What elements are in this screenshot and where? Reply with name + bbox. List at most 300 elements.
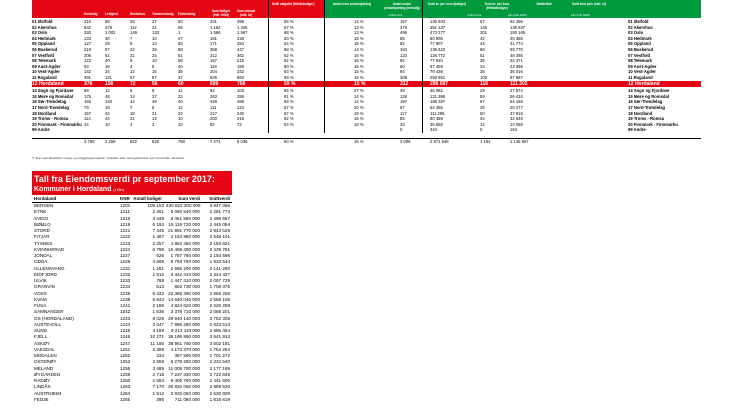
county-cell: 57 — [480, 19, 485, 24]
ev-municipality: MODALEN — [34, 353, 57, 358]
county-cell: 175 — [84, 93, 91, 99]
ev-municipality: ØYGARDEN — [34, 371, 61, 377]
ev-municipality: FUSA — [34, 303, 47, 308]
county-cell: 35 555 — [430, 121, 443, 127]
county-cell: 293 — [84, 30, 91, 36]
county-cell: 14 — [152, 116, 157, 122]
county-name-right: 08 Telemark — [628, 58, 652, 64]
ev-knr: 1256 — [120, 365, 131, 371]
ev-sum: 38 961 760 000 — [168, 340, 200, 346]
county-cell: 10 — [152, 35, 157, 41]
ev-municipality: OSTERØY — [34, 359, 57, 365]
county-cell: 219 — [84, 47, 91, 52]
county-cell: 158 — [237, 63, 244, 69]
ev-subtitle-band — [32, 186, 232, 195]
county-cell: 128 — [400, 93, 407, 99]
ev-header-snitt: Snittverdi — [209, 196, 230, 201]
ev-header-knr: KNR — [120, 196, 130, 201]
county-cell: 21 — [152, 24, 157, 30]
ev-municipality: AUSTRHEIM — [34, 390, 62, 396]
county-cell: 42 — [480, 35, 485, 41]
ev-knr: 1245 — [120, 328, 131, 333]
ev-sum: 36 195 950 000 — [168, 334, 200, 340]
ev-knr: 1231 — [120, 265, 131, 271]
county-cell: 48 — [105, 93, 110, 99]
county-cell: 466 — [237, 99, 244, 105]
county-cell: 55 % — [284, 88, 294, 94]
county-name-right: 05 Oppland — [628, 41, 651, 47]
county-cell: 254 — [237, 41, 244, 47]
county-cell: 54 % — [284, 121, 294, 127]
col-header: Sum kr. per kvm (fritidsboliger) — [484, 2, 510, 10]
county-cell: 6 — [152, 88, 155, 94]
county-cell: 15 % — [354, 41, 364, 47]
county-cell: 197 — [400, 99, 407, 105]
county-cell: 67 — [105, 47, 110, 52]
county-cell: 67 — [480, 99, 485, 105]
col-header: Leilighet — [105, 12, 119, 16]
divider — [324, 0, 325, 133]
county-cell: 77 920 — [430, 58, 443, 64]
county-cell: 18 — [130, 110, 135, 116]
county-name-right: 11 Rogaland — [628, 75, 653, 80]
county-cell: 29 — [152, 47, 157, 52]
county-cell: 16 % — [354, 52, 364, 58]
ev-knr: 1219 — [120, 221, 131, 227]
ev-municipality: BØMLO — [34, 221, 51, 227]
ev-antall: 1 467 — [152, 234, 164, 240]
county-name: 07 Vestfold — [32, 52, 55, 58]
county-cell: 217 — [210, 110, 217, 116]
county-cell: 60 % — [284, 63, 294, 69]
ev-row — [32, 397, 232, 403]
county-cell: 92 — [210, 88, 215, 94]
ev-antall: 626 — [156, 253, 164, 258]
county-cell: 60 — [178, 19, 183, 24]
county-cell: 44 — [130, 99, 135, 105]
col-header: Snitt kvm pris (mill. kr) — [571, 2, 607, 6]
county-cell: 447 — [237, 47, 244, 52]
county-cell: 133 — [152, 30, 159, 36]
county-name-right: 20 Finnmark - Finnmárku — [628, 121, 678, 127]
county-cell: 1 566 — [210, 30, 221, 36]
ev-municipality: MELAND — [34, 365, 54, 371]
county-cell: 215 — [84, 19, 91, 24]
county-cell: 750 — [178, 138, 185, 144]
county-cell: 14 % — [354, 93, 364, 99]
ev-antall: 3 489 — [152, 365, 164, 371]
county-name: 11 Rogaland — [32, 75, 57, 80]
ev-sum: 711 080 000 — [174, 396, 200, 402]
county-cell: 1 345 — [237, 24, 248, 30]
ev-antall: 2 261 — [152, 209, 164, 215]
ev-sum: 3 442 410 000 — [170, 271, 200, 277]
county-cell: 37 — [178, 75, 183, 80]
county-name: 04 Hedmark — [32, 35, 56, 41]
county-cell: 111 295 — [430, 110, 445, 116]
ev-antall: 1 636 — [152, 309, 164, 315]
county-cell: 123 — [84, 58, 91, 64]
county-cell: 38 — [480, 69, 485, 75]
county-cell: 123 — [237, 104, 244, 110]
county-cell: 12 — [130, 69, 135, 75]
county-cell: 51 — [480, 52, 485, 58]
county-cell: 626 — [210, 75, 217, 80]
ev-antall: 8 028 — [152, 315, 164, 321]
ev-subtitle — [34, 186, 124, 193]
county-cell: 218 — [237, 116, 244, 122]
ev-snitt: 2 623 513 — [209, 321, 230, 327]
county-cell: 22 396 — [510, 63, 523, 69]
ev-snitt: 2 088 201 — [209, 309, 230, 315]
county-cell: 138 937 — [510, 24, 526, 30]
county-cell: 18 — [105, 104, 110, 110]
county-cell: 351 137 — [430, 24, 446, 30]
county-name-right: 07 Vestfold — [628, 52, 651, 58]
county-name: 09 Aust-Agder — [32, 63, 61, 69]
county-row-total — [32, 138, 701, 146]
ev-snitt: 2 220 258 — [209, 303, 230, 308]
county-cell: 362 — [237, 52, 244, 58]
county-cell: 126 772 — [430, 52, 446, 58]
ev-snitt: 2 496 857 — [209, 215, 230, 221]
county-cell: 263 — [210, 93, 217, 99]
ev-antall: 1 251 — [152, 265, 164, 271]
county-cell: 44 — [84, 121, 89, 127]
county-cell: 12 — [178, 104, 183, 110]
county-cell: 59 — [480, 93, 485, 99]
ev-sum: 7 237 330 000 — [170, 371, 200, 377]
county-cell: 171 — [210, 41, 217, 47]
county-cell: 61 % — [284, 93, 294, 99]
county-name: 16 Sør-Trøndelag — [32, 99, 67, 105]
ev-snitt: 2 261 773 — [209, 209, 230, 215]
county-cell: 312 — [400, 80, 409, 87]
ev-snitt: 1 933 544 — [209, 259, 230, 265]
county-cell: 117 — [400, 110, 407, 116]
ev-antall: 3 559 — [152, 359, 164, 365]
county-cell: 6 — [130, 88, 133, 94]
county-cell: 14 % — [354, 99, 364, 105]
ev-knr: 1259 — [120, 371, 131, 377]
county-cell: 149 — [130, 30, 137, 36]
county-cell: 54 396 — [510, 19, 523, 24]
county-cell: 331 — [210, 19, 217, 24]
county-cell: 67 — [400, 104, 405, 110]
ev-title: Tall fra Eiendomsverdi pr september 2017: — [34, 174, 215, 184]
county-name-right: 16 Sør-Trøndelag — [628, 99, 663, 105]
ev-municipality: JONDAL — [34, 253, 53, 258]
county-cell: 16 % — [354, 58, 364, 64]
county-cell: 16 — [152, 69, 157, 75]
county-name: 12 Hordaland — [32, 80, 64, 87]
county-cell: 13 069 — [510, 121, 523, 127]
county-cell: 38 — [178, 69, 183, 75]
county-cell: 10 — [178, 121, 183, 127]
ev-municipality: FJELL — [34, 334, 48, 340]
ev-sum: 4 173 370 000 — [170, 346, 200, 352]
ev-municipality: OS (HORDALAND) — [34, 315, 74, 321]
ev-antall: 11 155 — [150, 340, 164, 346]
county-cell: 44 — [480, 41, 485, 47]
county-cell: 57 459 — [430, 63, 443, 69]
county-cell: 112 — [130, 24, 137, 30]
county-cell: 133 — [400, 52, 407, 58]
county-cell: 8 036 — [237, 138, 248, 144]
county-cell: 64 156 — [510, 99, 523, 105]
county-name-right: 18 Nordland — [628, 110, 653, 116]
county-cell: 2 — [152, 121, 155, 127]
ev-snitt: 1 754 254 — [209, 346, 230, 352]
county-cell: 61 — [105, 52, 110, 58]
county-cell: 80 906 — [430, 35, 443, 41]
ev-knr: 1223 — [120, 240, 131, 246]
county-cell: 206 — [84, 52, 91, 58]
county-cell: 127 — [84, 41, 91, 47]
ev-municipality: SAMNANGER — [34, 309, 64, 315]
county-cell: 48 — [152, 99, 157, 105]
col-header: Nøkkeltall — [536, 2, 552, 6]
ev-antall: 2 257 — [152, 240, 164, 246]
county-cell: 133 — [84, 35, 91, 41]
ev-knr: 1246 — [120, 334, 131, 340]
ev-knr: 1201 — [120, 203, 131, 208]
county-cell: 121 — [105, 75, 112, 80]
county-cell: 26 — [130, 19, 135, 24]
county-name: 01 Østfold — [32, 19, 53, 24]
county-cell: 59 770 — [510, 47, 523, 52]
county-cell: 46 082 — [430, 88, 443, 94]
ev-municipality: VAKSDAL — [34, 346, 55, 352]
county-cell: 56 — [178, 24, 183, 30]
county-cell: 193 — [84, 99, 91, 105]
county-cell: 14 — [480, 121, 485, 127]
county-cell: 1 162 — [210, 24, 221, 30]
county-cell: 158 — [105, 80, 114, 87]
county-cell: 0 — [400, 127, 403, 133]
county-cell: 50 — [480, 110, 485, 116]
col-header: Snitt kr. per kvm (boliger) — [427, 2, 467, 6]
county-cell: 27 574 — [510, 88, 523, 94]
county-cell: 16 % — [354, 121, 364, 127]
col-header: Fritidsbolig — [178, 12, 196, 16]
county-name: 20 Finnmark - Finnmárku — [32, 121, 82, 127]
county-cell: 142 — [84, 69, 91, 75]
ev-knr: 1216 — [120, 215, 131, 221]
ev-antall: 1 512 — [152, 390, 164, 396]
county-cell: 64 356 — [430, 104, 443, 110]
county-cell: 32 648 — [510, 116, 523, 122]
ev-table-header — [32, 196, 232, 203]
county-cell: 68 — [84, 88, 89, 94]
ev-snitt: 2 722 846 — [209, 371, 230, 377]
county-cell: 2 871 848 — [430, 138, 449, 144]
ev-snitt: 2 183 821 — [209, 240, 230, 246]
county-cell: 10 — [105, 121, 110, 127]
county-cell: 181 — [210, 35, 217, 41]
ev-snitt: 2 193 595 — [209, 253, 230, 258]
ev-antall: 513 — [156, 284, 164, 290]
county-cell: 21 — [130, 52, 135, 58]
county-name: 06 Buskerud — [32, 47, 58, 52]
county-name-right: 02 Akershus — [628, 24, 653, 30]
ev-municipality: STORD — [34, 228, 50, 233]
county-cell: 33 — [400, 121, 405, 127]
ev-antall: 10 271 — [149, 334, 164, 340]
county-cell: 30 — [105, 35, 110, 41]
county-cell: 157 — [84, 110, 91, 116]
county-cell: 40 365 — [510, 35, 523, 41]
ev-municipality: ULVIK — [34, 278, 47, 283]
county-cell: 23 — [178, 93, 183, 99]
county-cell: 34 371 — [510, 58, 523, 64]
ev-knr: 1221 — [120, 228, 131, 233]
ev-municipality: EIDFJORD — [34, 271, 57, 277]
county-cell: 29 — [480, 88, 485, 94]
county-cell: 391 — [84, 75, 91, 80]
ev-antall: 5 844 — [152, 296, 164, 302]
county-cell: 215 — [237, 58, 244, 64]
ev-snitt: 2 985 454 — [209, 328, 230, 333]
county-name-right: 99 Andre — [628, 127, 646, 133]
ev-sum: 1 787 780 000 — [170, 253, 200, 258]
county-cell: 57 — [152, 75, 157, 80]
ev-sum: 29 940 140 000 — [168, 315, 200, 321]
ev-municipality: FEDJE — [34, 396, 49, 402]
county-cell: 7 — [130, 35, 133, 41]
county-cell: 14 — [130, 93, 135, 99]
county-cell: 16 — [105, 63, 110, 69]
footnote: *) Ikke med: Eiketilbud, utsalg- og utbyggingsprosjekter, hytteflere eller nærmgskrivinker som imreholder: lianeterer — [32, 156, 185, 160]
ev-municipality: RADØY — [34, 378, 51, 383]
county-cell: 9 — [130, 58, 133, 64]
col-header: Sum omsatt (mill. kr) — [236, 9, 256, 17]
ev-knr: 1244 — [120, 321, 131, 327]
county-cell: 11 — [178, 88, 183, 94]
county-cell: 121 368 — [430, 93, 446, 99]
ev-knr: 1242 — [120, 309, 131, 315]
county-cell: 15 % — [354, 63, 364, 69]
county-cell: 41 774 — [510, 41, 523, 47]
county-cell: 63 % — [284, 69, 294, 75]
ev-snitt: 2 548 101 — [209, 234, 230, 240]
county-cell: 62 — [210, 121, 215, 127]
county-cell: 136 623 — [430, 47, 446, 52]
county-cell: 298 087 — [430, 80, 449, 87]
county-cell: 157 — [400, 19, 407, 24]
ev-municipality: ASKØY — [34, 340, 50, 346]
ev-antall: 396 — [156, 396, 164, 402]
county-cell: 140 — [105, 99, 112, 105]
county-cell: 130 933 — [430, 19, 446, 24]
ev-snitt: 3 947 356 — [209, 203, 230, 208]
county-cell: 699 — [210, 80, 219, 87]
ev-municipality: LINDÅS — [34, 384, 51, 390]
county-cell: 3 760 — [84, 138, 95, 144]
ev-sum: 22 365 390 000 — [168, 290, 200, 296]
county-cell: 84 — [400, 69, 405, 75]
ev-snitt: 2 439 761 — [209, 246, 230, 252]
county-cell: 29 — [105, 41, 110, 47]
county-cell: 56 — [152, 80, 158, 87]
county-name: 14 Sogn og Fjordane — [32, 88, 74, 94]
col-subheader: Lån (mill. NOK) — [571, 13, 591, 17]
ev-knr: 1253 — [120, 359, 131, 365]
ev-snitt: 3 753 308 — [209, 315, 230, 321]
county-cell: 278 — [105, 24, 112, 30]
county-cell: 42 — [105, 110, 110, 116]
county-cell: 204 — [210, 69, 217, 75]
county-cell: 164 — [510, 127, 517, 133]
county-cell: 629 — [152, 138, 159, 144]
county-row-highlight — [32, 81, 701, 88]
county-cell: 13 % — [354, 24, 364, 30]
county-cell: 26 — [480, 104, 485, 110]
county-name: 17 Nord-Trøndelag — [32, 104, 69, 110]
ev-knr: 1263 — [120, 384, 131, 390]
county-cell: 21 — [152, 110, 157, 116]
ev-knr: 1238 — [120, 296, 131, 302]
county-cell: 5 — [152, 63, 155, 69]
county-cell: 80 489 — [430, 116, 443, 122]
county-cell: 40 — [178, 63, 183, 69]
county-cell: 27 % — [354, 88, 364, 94]
county-cell: 64 % — [284, 41, 294, 47]
county-name-right: 09 Aust-Agder — [628, 63, 657, 69]
county-cell: 72 — [237, 121, 242, 127]
ev-snitt: 2 858 520 — [209, 384, 230, 390]
ev-municipality: ODDA — [34, 259, 48, 265]
county-cell: 163 — [400, 47, 407, 52]
county-cell: 51 — [178, 52, 183, 58]
county-cell: 22 — [178, 110, 183, 116]
county-cell: 36 016 — [510, 69, 523, 75]
county-cell: 59 % — [284, 80, 296, 87]
county-cell: 44 — [105, 116, 110, 122]
county-cell: 58 — [178, 58, 183, 64]
ev-sum: 1 447 410 000 — [170, 278, 200, 283]
county-cell: 19 % — [354, 110, 364, 116]
county-cell: 47 — [178, 35, 183, 41]
ev-antall: 2 186 — [152, 303, 164, 308]
ev-sum: 430 822 300 000 — [166, 203, 201, 208]
ev-snitt: 3 177 188 — [209, 365, 230, 371]
county-cell: 378 — [84, 80, 93, 87]
ev-sum: 2 655 200 000 — [170, 265, 200, 271]
county-cell: 286 — [237, 93, 244, 99]
county-cell: 88 — [178, 47, 183, 52]
county-cell: 444 — [430, 127, 437, 133]
county-name: 08 Telemark — [32, 58, 56, 64]
ev-sum: 4 852 450 000 — [170, 240, 200, 246]
ev-snitt: 2 630 809 — [209, 390, 230, 396]
ev-sum: 4 824 620 000 — [170, 303, 200, 308]
county-name-right: 12 Hordaland — [628, 80, 660, 87]
ev-antall: 769 — [156, 278, 164, 283]
county-name: 02 Akershus — [32, 24, 57, 30]
county-cell: 8 — [152, 104, 155, 110]
county-cell: 68 % — [284, 30, 294, 36]
county-cell: 496 — [400, 30, 407, 36]
county-name-right: 19 Troms - Romsa — [628, 116, 665, 122]
county-cell: 114 — [84, 116, 91, 122]
county-cell: 1 145 967 — [510, 138, 529, 144]
county-cell: 63 % — [284, 35, 294, 41]
county-cell: 58 % — [284, 99, 294, 105]
ev-snitt: 2 866 255 — [209, 290, 230, 296]
ev-snitt: 2 558 106 — [209, 296, 230, 302]
county-name: 15 Møre og Romsdal — [32, 93, 73, 99]
